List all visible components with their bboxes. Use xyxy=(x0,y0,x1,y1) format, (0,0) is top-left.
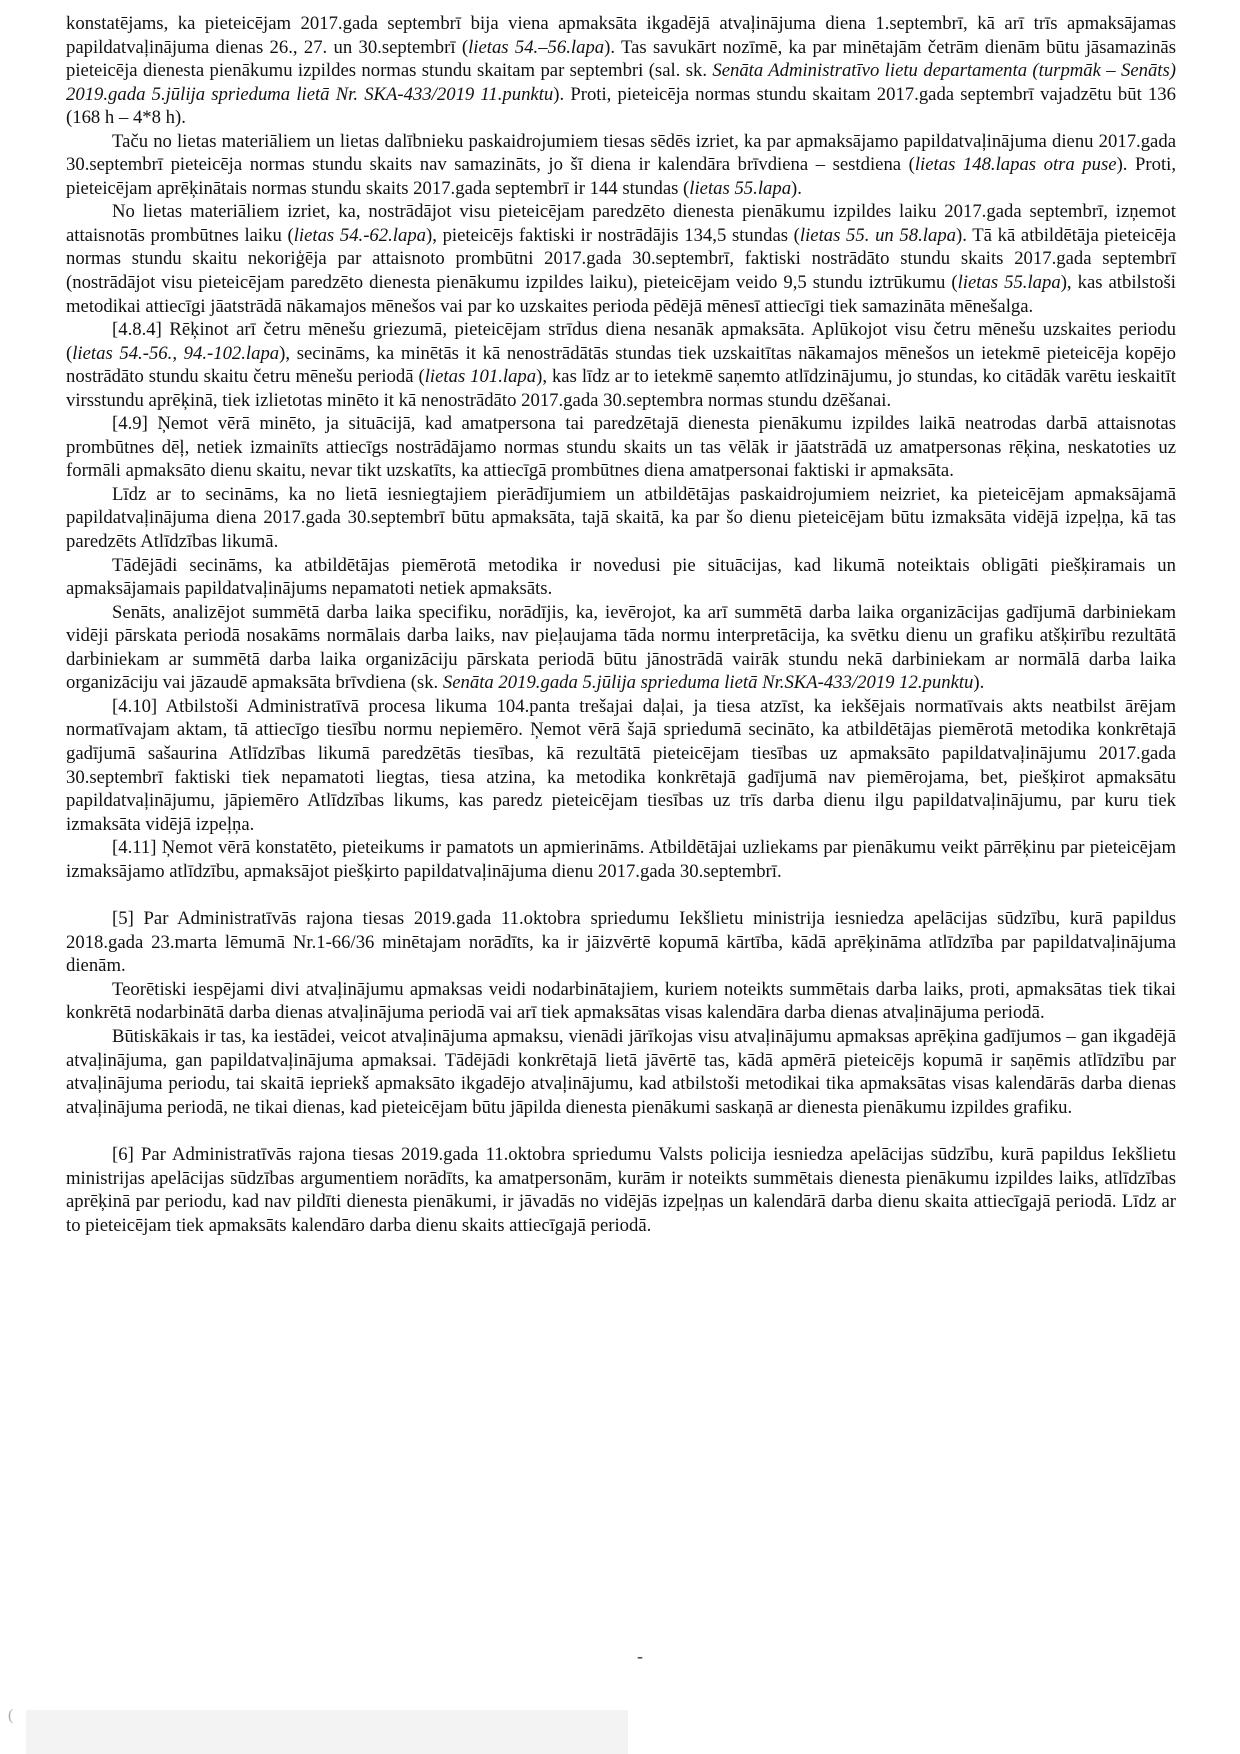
text-run: [4.9] Ņemot vērā minēto, ja situācijā, kad amatpersona tai paredzētajā dienesta pienākumu izpildes laikā neatrodas darbā attaisnotas prombūtnes dēļ, netiek izmainīts attiecīgs nostrādājamo normas stundu skaits un tas vēlāk ir jāatstrādā uz amatpersonas rēķina, neskatoties uz formāli apmaksāto dienu skaitu, nevar tikt uzskatīts, ka attiecīgā prombūtnes diena amatpersonai faktiski ir apmaksāta. xyxy=(66,413,1176,482)
paragraph xyxy=(66,200,1176,318)
paragraph xyxy=(66,12,1176,130)
citation-italic: lietas 54.-62.lapa xyxy=(293,224,427,246)
text-run: Teorētiski iespējami divi atvaļinājumu apmaksas veidi nodarbinātajiem, kuriem noteikts summētais darba laiks, proti, apmaksātas tiek tikai konkrētā nodarbinātā darba dienas atvaļinājuma periodā vai arī tiek apmaksātas visas kalendāra darba dienas atvaļinājuma periodā. xyxy=(66,978,1176,1024)
paragraph xyxy=(66,412,1176,483)
text-run: ), kas līdz ar to ietekmē saņemto atlīdzinājumu, jo stundas, ko citādāk varētu ieskaitīt virsstundu aprēķinā, tiek izlietotas minēto it kā nenostrādāto 2017.gada 30.septembra normas stundu dzēšanai. xyxy=(66,366,1176,411)
text-run: [4.10] Atbilstoši Administratīvā procesa likuma 104.panta trešajai daļai, ja tiesa atzīst, ka iekšējais normatīvais akts neatbilst ārējam normatīvajam aktam, tā attiecīgo tiesību normu nepiemēro. Ņemot vērā šajā spriedumā secināto, ka atbildētājas piemērotā metodika konkrētajā gadījumā sašaurina Atlīdzības likumā paredzētās tiesības, kā rezultātā pieteicējam tiesības uz apmaksāto papildatvaļinājumu 2017.gada 30.septembrī faktiski tiek nepamatoti liegtas, tiesa atzina, ka metodika konkrētajā gadījumā nav piemērojama, bet, piešķirot apmaksātu papildatvaļinājumu, jāpiemēro Atlīdzības likums, kas paredz pieteicējam tiesības uz trīs darba dienu ilgu papildatvaļinājumu, par kuru tiek izmaksāta vidējā izpeļņa. xyxy=(66,695,1176,835)
text-run: ), secināms, ka minētās it kā nenostrādātās stundas tiek uzskaitītas nākamajos mēnešos un ietekmē pieteicēja kopējo nostrādāto stundu skaitu četru mēnešu periodā ( xyxy=(66,342,1177,388)
text-run: Senāts, analizējot summētā darba laika specifiku, norādījis, ka, ievērojot, ka arī summētā darba laika organizācijas gadījumā darbiniekam vidēji pārskata periodā nosakāms normālais darba laiks, nav pieļaujama tāda normu interpretācija, ka svētku dienu un grafiku atšķirību rezultātā darbiniekam ar summētā darba laika organizāciju pārskata periodā būtu jānostrādā vairāk stundu nekā darbiniekam ar normālā darba laika organizāciju vai jāzaudē apmaksāta brīvdiena (sk. xyxy=(66,601,1176,694)
text-run: Tādējādi secināms, ka atbildētājas piemērotā metodika ir novedusi pie situācijas, kad likumā noteiktais obligāti piešķiramais un apmaksājamais papildatvaļinājums nepamatoti netiek apmaksāts. xyxy=(66,554,1176,600)
paragraph xyxy=(66,1143,1176,1237)
citation-italic: lietas 55. un 58.lapa xyxy=(799,224,957,246)
text-run: ). Proti, pieteicējam aprēķinātais normas stundu skaits 2017.gada septembrī ir 144 stundas ( xyxy=(66,154,1177,199)
paragraph xyxy=(66,130,1176,201)
paragraph xyxy=(66,483,1176,554)
text-run: ). Tas savukārt nozīmē, ka par minētajām četrām dienām būtu jāsamazinās pieteicēja dienesta pienākumu izpildes normas stundu skaitam par septembri (sal. sk. xyxy=(66,36,1177,82)
text-run: ), pieteicējs faktiski ir nostrādājis 134,5 stundas ( xyxy=(426,224,800,246)
text-run: [4.8.4] Rēķinot arī četru mēnešu griezumā, pieteicējam strīdus diena nesanāk apmaksāta. Aplūkojot visu četru mēnešu uzskaites periodu ( xyxy=(66,319,1176,364)
text-run: konstatējams, ka pieteicējam 2017.gada septembrī bija viena apmaksāta ikgadējā atvaļinājuma diena 1.septembrī, kā arī trīs apmaksājamas papildatvaļinājuma dienas 26., 27. un 30.septembrī ( xyxy=(66,13,1176,58)
bottom-scroll-strip xyxy=(26,1710,628,1754)
paragraph xyxy=(66,318,1176,412)
citation-italic: lietas 148.lapas otra puse xyxy=(914,154,1117,176)
citation-italic: lietas 55.lapa xyxy=(689,177,792,199)
citation-italic: Senāta 2019.gada 5.jūlija sprieduma lietā Nr.SKA-433/2019 12.punktu xyxy=(442,672,974,694)
document-body xyxy=(66,12,1176,1237)
paragraph xyxy=(66,695,1176,836)
text-run: [4.11] Ņemot vērā konstatēto, pieteikums ir pamatots un apmierināms. Atbildētājai uzliekams par pienākumu veikt pārrēķinu par pieteicējam izmaksājamo atlīdzību, apmaksājot piešķirto papildatvaļinājuma dienu 2017.gada 30.septembrī. xyxy=(66,837,1176,882)
page-number-dash: - xyxy=(637,1646,643,1666)
edge-mark: ( xyxy=(8,1707,14,1724)
text-run: ). Tā kā atbildētāja pieteicēja normas stundu skaitu nekoriģēja par attaisnoto prombūtni 2017.gada 30.septembrī, faktiski nostrādāto stundu skaits 2017.gada septembrī (nostrādājot visu pieteicējam paredzēto dienesta pienākumu izpildes laiku), pieteicējam veido 9,5 stundu iztrūkumu ( xyxy=(66,224,1176,294)
paragraph xyxy=(66,836,1176,883)
paragraph xyxy=(66,554,1176,601)
text-run: Būtiskākais ir tas, ka iestādei, veicot atvaļinājuma apmaksu, vienādi jārīkojas visu atvaļinājumu apmaksas aprēķina gadījumos – gan ikgadējā atvaļinājuma, gan papildatvaļinājuma apmaksai. Tādējādi konkrētajā lietā jāvērtē tas, kādā apmērā pieteicējs kopumā ir saņēmis atlīdzību par atvaļinājuma periodu, tai skaitā iepriekš apmaksāto ikgadējo atvaļinājumu, kad atbilstoši metodikai tika apmaksātas visas kalendārās darba dienas atvaļinājuma periodā, ne tikai dienas, kad pieteicējam būtu jāpilda dienesta pienākumi saskaņā ar dienesta pienākumu izpildes grafiku. xyxy=(66,1025,1176,1118)
citation-italic: lietas 101.lapa xyxy=(424,366,537,388)
text-run: Līdz ar to secināms, ka no lietā iesniegtajiem pierādījumiem un atbildētājas paskaidrojumiem neizriet, ka pieteicējam apmaksājamā papildatvaļinājuma diena 2017.gada 30.septembrī būtu apmaksāta, tajā skaitā, ka par šo dienu pieteicējam būtu izmaksāta vidējā izpeļņa, kā tas paredzēts Atlīdzības likumā. xyxy=(66,483,1176,553)
paragraph xyxy=(66,601,1176,695)
paragraph xyxy=(66,978,1176,1025)
citation-italic: lietas 54.-56., 94.-102.lapa xyxy=(72,342,280,364)
paragraph xyxy=(66,907,1176,978)
text-run: ), kas atbilstoši metodikai attiecīgi jāatstrādā nākamajos mēnešos vai par ko uzskaites perioda pēdējā mēnesī attiecīgi tiek samazināta mēnešalga. xyxy=(66,272,1176,317)
citation-italic: Senāta Administratīvo lietu departamenta (turpmāk – Senāts) 2019.gada 5.jūlija sprieduma lietā Nr. SKA-433/2019 11.punktu xyxy=(66,60,1176,105)
text-run: Taču no lietas materiāliem un lietas dalībnieku paskaidrojumiem tiesas sēdēs izriet, ka par apmaksājamo papildatvaļinājuma dienu 2017.gada 30.septembrī pieteicēja normas stundu skaits nav samazināts, jo šī diena ir kalendāra brīvdiena – sestdiena ( xyxy=(66,130,1176,176)
paragraph xyxy=(66,1025,1176,1119)
text-run: ). xyxy=(973,672,985,694)
citation-italic: lietas 55.lapa xyxy=(957,272,1061,294)
text-run: ). xyxy=(791,177,802,199)
citation-italic: lietas 54.–56.lapa xyxy=(468,36,605,58)
text-run: [6] Par Administratīvās rajona tiesas 2019.gada 11.oktobra spriedumu Valsts policija iesniedza apelācijas sūdzību, kurā papildus Iekšlietu ministrijas apelācijas sūdzības argumentiem norādīts, ka amatpersonām, kurām ir noteikts summētais dienesta pienākumu izpildes laiks, atlīdzības aprēķinā par periodu, kad nav pildīti dienesta pienākumi, ir jāvadās no vidējās izpeļņas un kalendārā darba dienu skaita attiecīgajā periodā. Līdz ar to pieteicējam tiek apmaksāts kalendāro darba dienu skaits attiecīgajā periodā. xyxy=(66,1144,1176,1236)
text-run: No lietas materiāliem izriet, ka, nostrādājot visu pieteicējam paredzēto dienesta pienākumu izpildes laiku 2017.gada septembrī, izņemot attaisnotās prombūtnes laiku ( xyxy=(66,201,1176,246)
text-run: ). Proti, pieteicēja normas stundu skaitam 2017.gada septembrī vajadzētu būt 136 (168 h – 4*8 h). xyxy=(66,83,1176,129)
text-run: [5] Par Administratīvās rajona tiesas 2019.gada 11.oktobra spriedumu Iekšlietu ministrija iesniedza apelācijas sūdzību, kurā papildus 2018.gada 23.marta lēmumā Nr.1-66/36 minētajam norādīts, ka ir jāizvērtē kopumā kārtība, kādā aprēķināma atlīdzība par papildatvaļinājuma dienām. xyxy=(66,908,1176,977)
